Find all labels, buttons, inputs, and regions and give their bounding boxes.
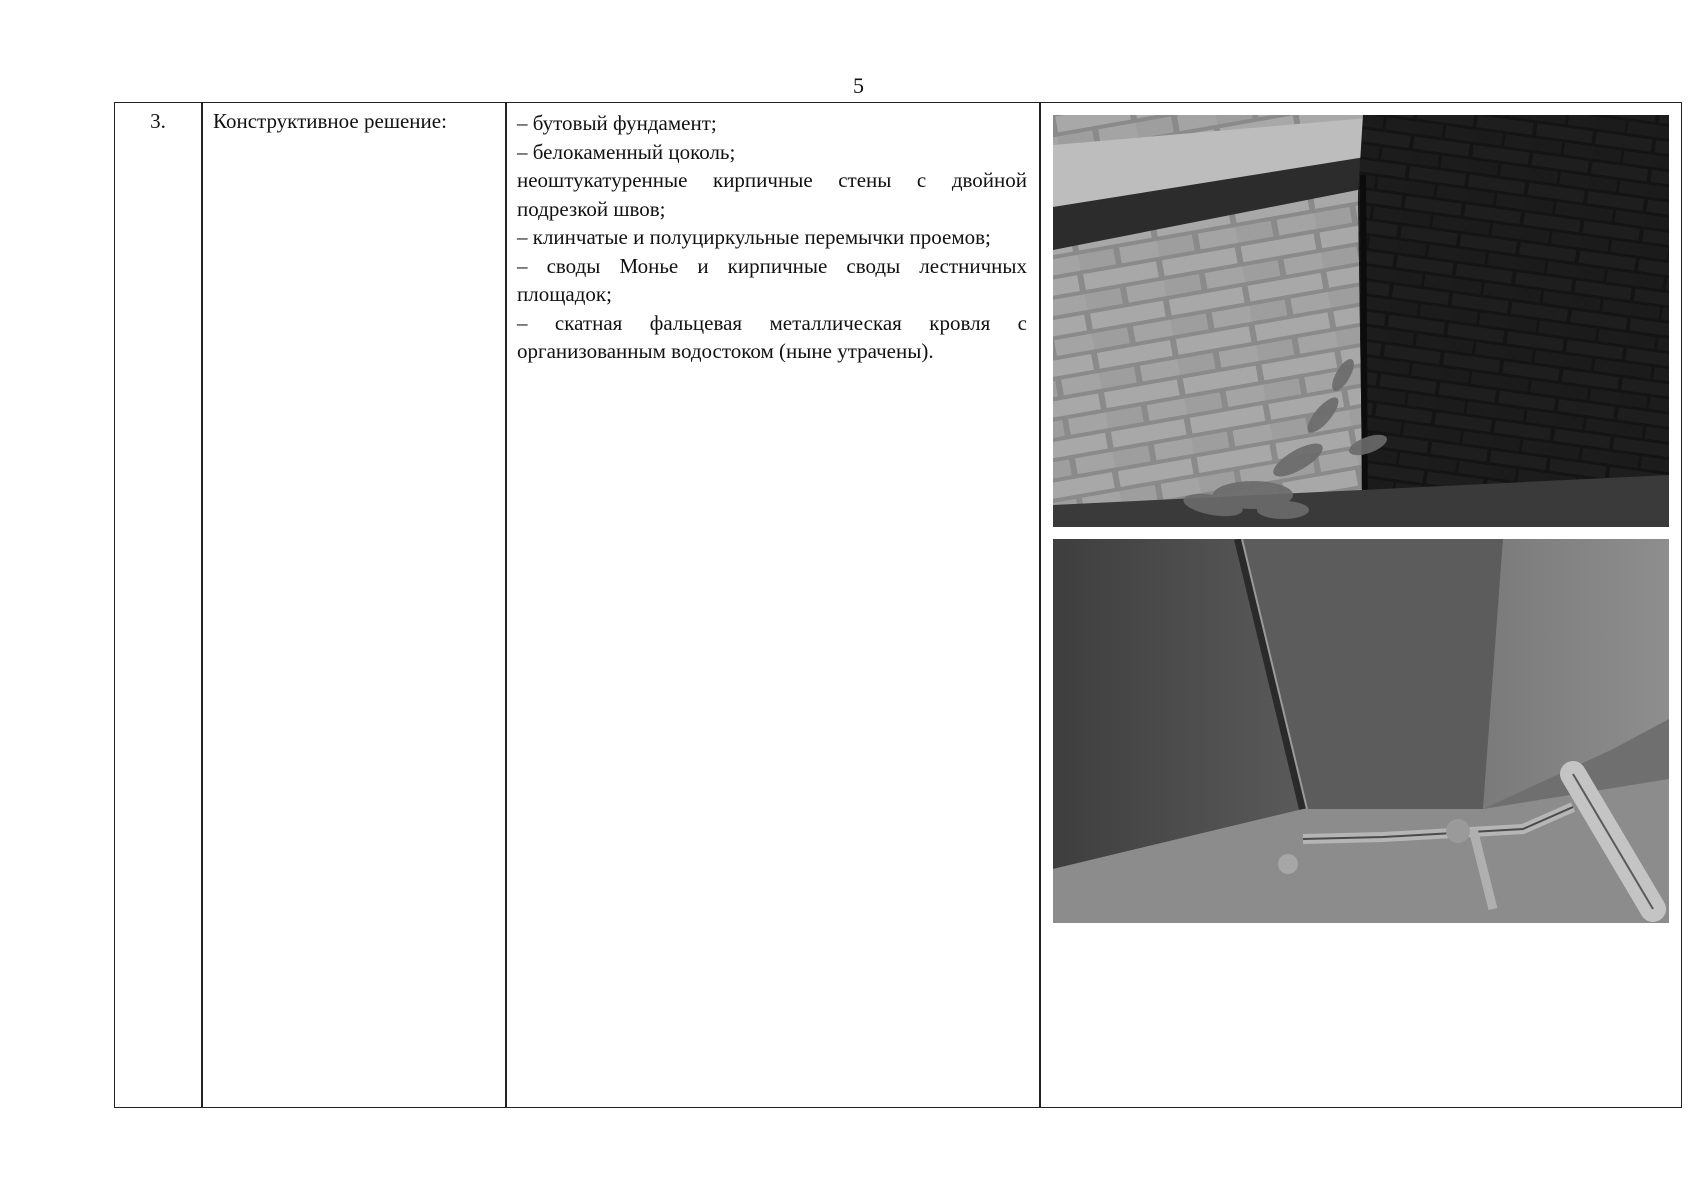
list-item: – своды Монье и кирпичные своды лестничных площадок; — [517, 253, 1027, 306]
list-item: – белокаменный цоколь; — [517, 139, 736, 164]
document-table — [114, 102, 1682, 1108]
page-number: 5 — [853, 73, 864, 98]
row-number: 3. — [150, 109, 166, 133]
brick-wall-photo — [1053, 115, 1669, 527]
list-item: – клинчатые и полуциркульные перемычки проемов; — [517, 225, 991, 249]
interior-pipes-photo — [1053, 539, 1669, 923]
interior-pipes-image — [1053, 539, 1669, 923]
photo-column — [1041, 103, 1681, 1107]
list-item: – скатная фальцевая металлическая кровля с организованным водостоком (ныне утрачены). — [517, 310, 1027, 363]
list-item: – бутовый фундамент; — [517, 111, 717, 135]
row-label: Конструктивное решение: — [213, 109, 447, 133]
brick-wall-image — [1053, 115, 1669, 527]
list-item: неоштукатуренные кирпичные стены с двойной подрезкой швов; — [517, 168, 1027, 221]
row-description — [507, 103, 1039, 1107]
